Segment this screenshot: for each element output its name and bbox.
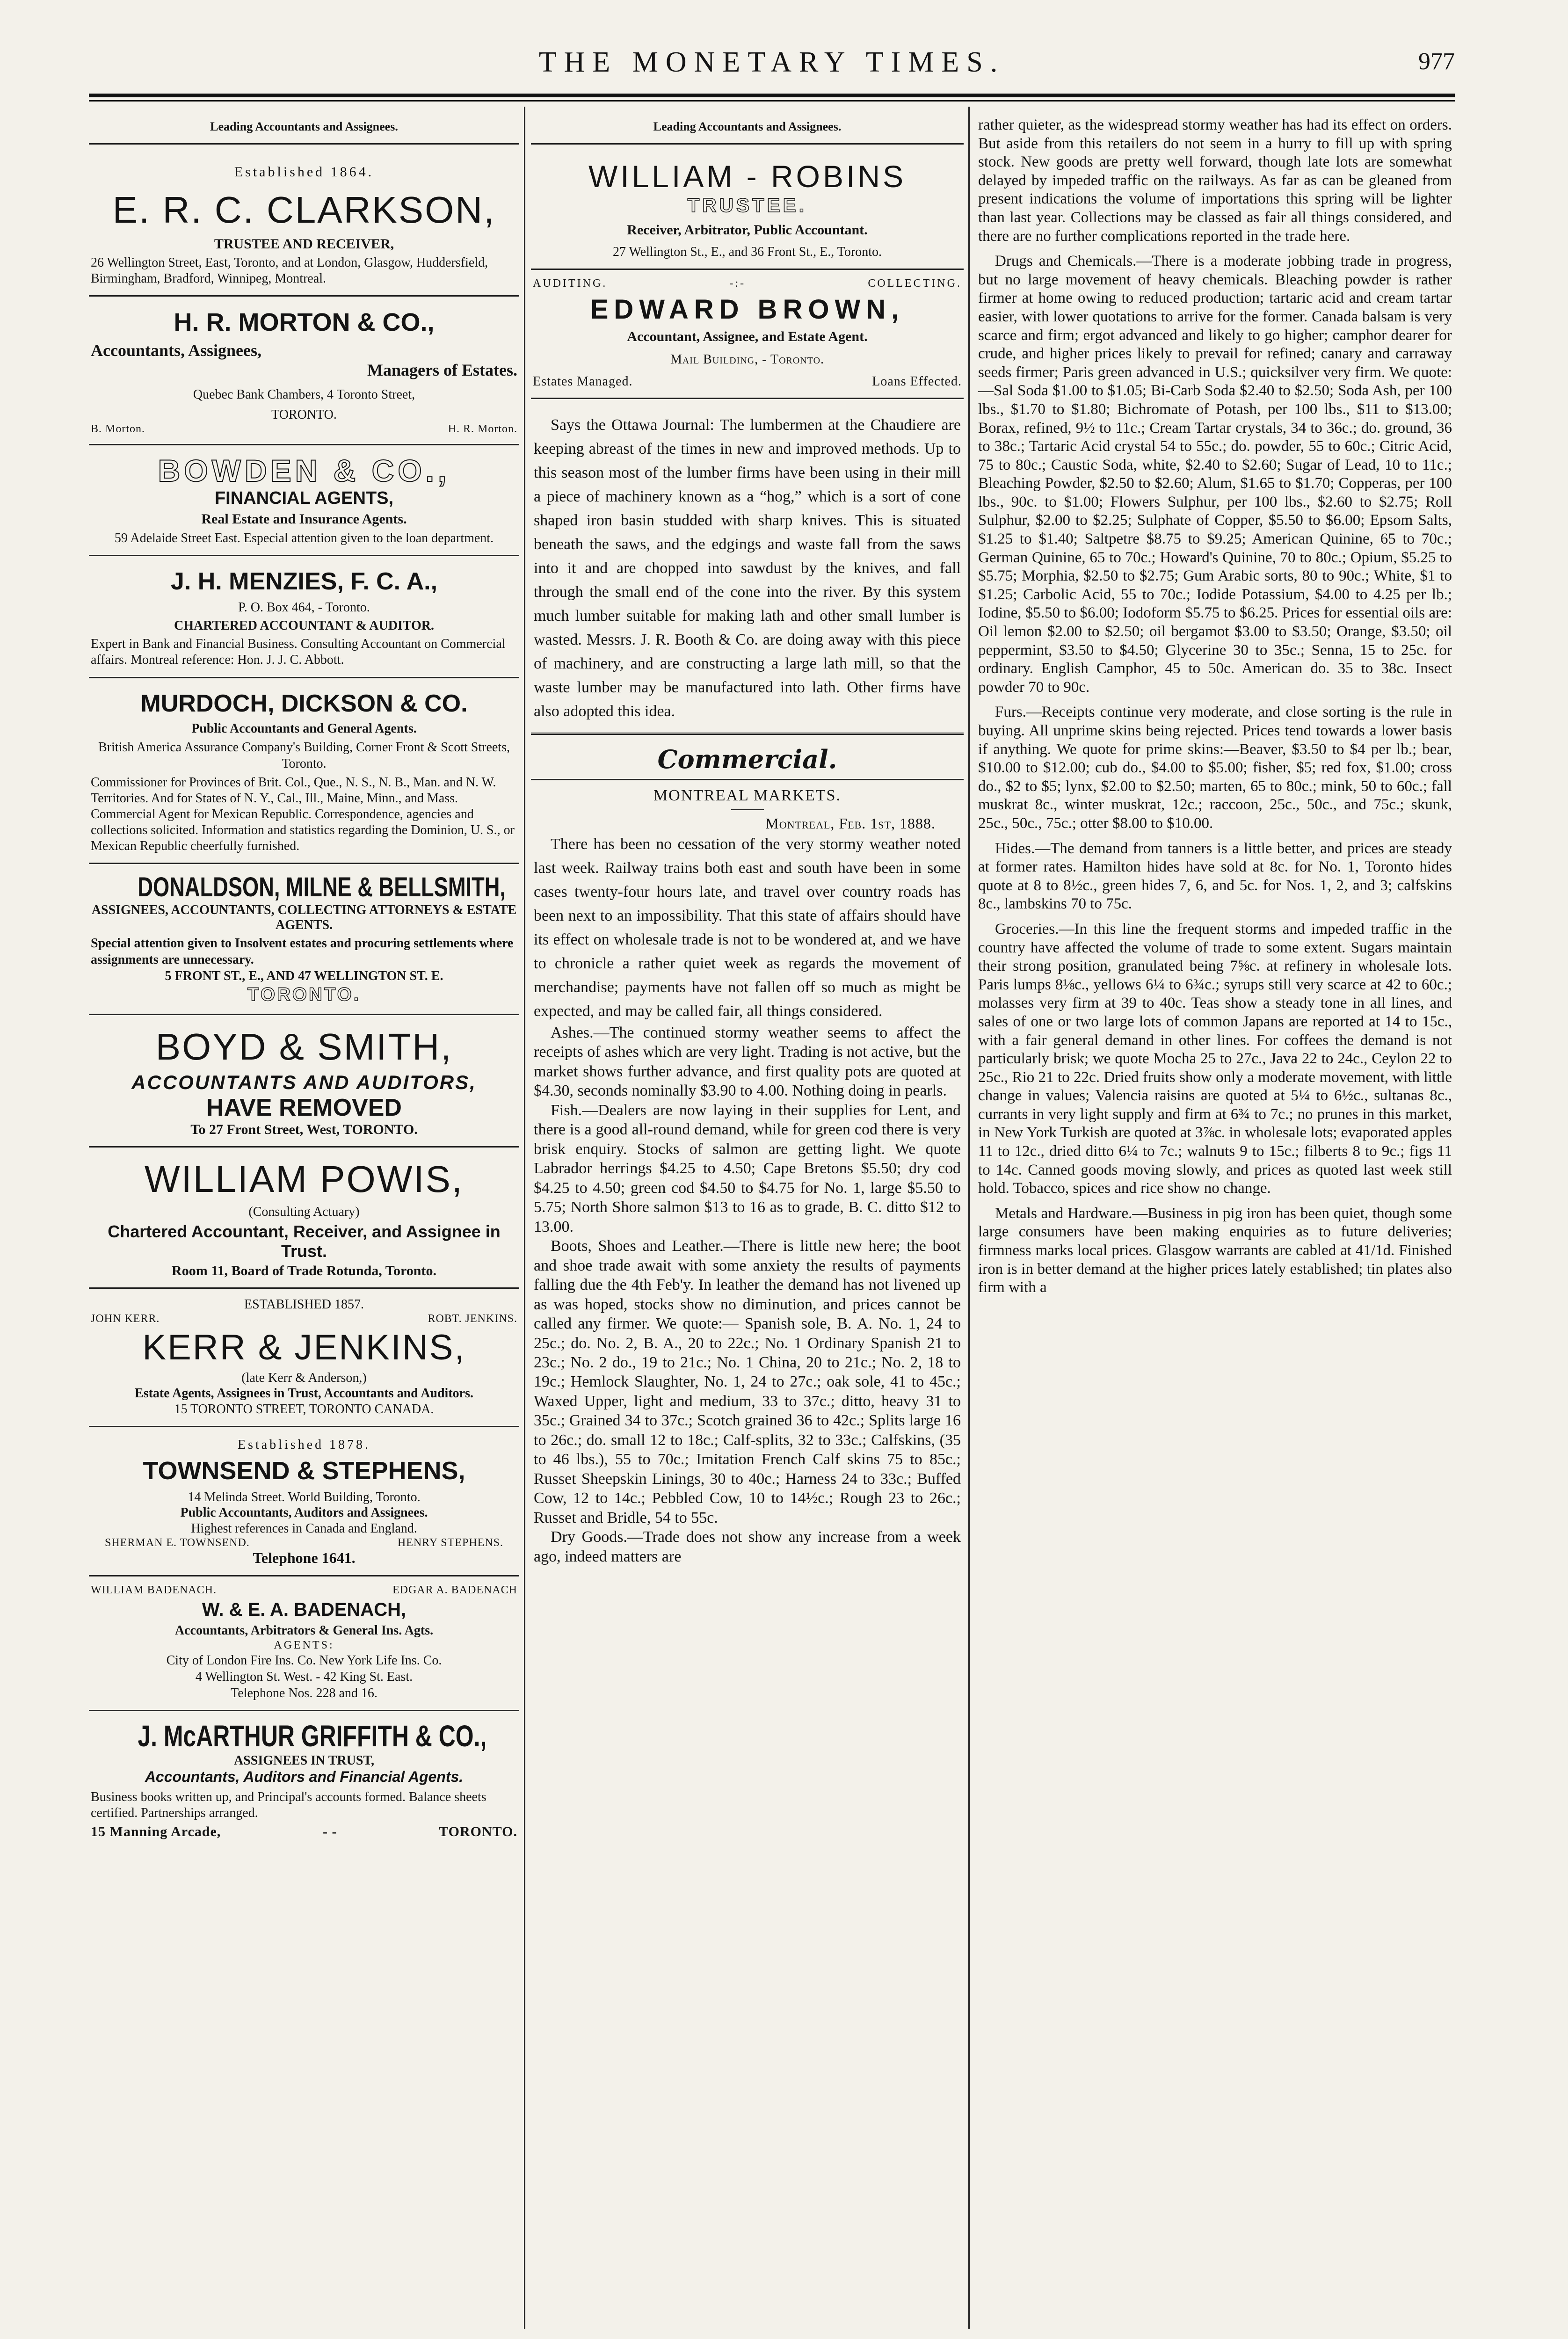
partner-left: B. Morton. xyxy=(91,423,145,436)
advertiser-role: TRUSTEE AND RECEIVER, xyxy=(214,236,394,252)
advertiser-line: HAVE REMOVED xyxy=(206,1094,402,1121)
advertiser-address: 4 Wellington St. West. - 42 King St. East. xyxy=(195,1669,413,1684)
short-rule xyxy=(731,809,764,810)
advertiser-line: Accountants, Arbitrators & General Ins. Agts. xyxy=(174,1623,434,1638)
service-mid: -:- xyxy=(729,277,746,290)
section-heading: Leading Accountants and Assignees. xyxy=(89,107,519,145)
advertiser-address: 15 TORONTO STREET, TORONTO CANADA. xyxy=(174,1402,434,1416)
market-title: MONTREAL MARKETS. xyxy=(653,787,842,804)
partner-names xyxy=(91,1313,517,1325)
advertiser-name: BOWDEN & CO., xyxy=(158,453,450,488)
advertiser-line: Accountant, Assignee, and Estate Agent. xyxy=(627,329,868,344)
services-bottom xyxy=(533,374,962,389)
advertiser-line: Highest references in Canada and England. xyxy=(191,1521,417,1536)
po-box: P. O. Box 464, - Toronto. xyxy=(238,600,370,615)
advertiser-line: (Consulting Actuary) xyxy=(248,1204,360,1219)
header-rule xyxy=(89,94,1455,97)
ottawa-journal-item xyxy=(531,399,964,735)
advertiser-line: ASSIGNEES IN TRUST, xyxy=(233,1753,375,1768)
partner-left: SHERMAN E. TOWNSEND. xyxy=(105,1536,250,1549)
services-line xyxy=(533,277,962,290)
advertiser-address: To 27 Front Street, West, TORONTO. xyxy=(190,1121,418,1137)
advertiser-name: J. McARTHUR GRIFFITH & CO., xyxy=(138,1719,487,1753)
ad-donaldson xyxy=(89,864,519,1015)
partner-left: JOHN KERR. xyxy=(91,1312,160,1325)
advertiser-line: Public Accountants, Auditors and Assignees. xyxy=(180,1505,428,1520)
article-paragraph: There has been no cessation of the very stormy weather noted last week. Railway trains both east and south have been in some cases twenty-four hours late, and travel over country roads has been next to an impossibility. That this state of affairs should have its effect on wholesale trade is not to be wondered at, and we have to chronicle a rather quiet week as regards the movement of merchandise; payments have not fallen off so much as might be expected, and may be called fair, all things considered. xyxy=(534,835,961,1020)
service-left: AUDITING. xyxy=(533,277,608,290)
advertiser-line: ACCOUNTANTS AND AUDITORS, xyxy=(131,1071,477,1093)
advertiser-address: 26 Wellington Street, East, Toronto, and at London, Glasgow, Huddersfield, Birmingham, Bradford, Winnipeg, Montreal. xyxy=(91,255,488,286)
advertiser-line: (late Kerr & Anderson,) xyxy=(241,1370,367,1385)
section-rule xyxy=(531,779,964,780)
advertiser-line: ASSIGNEES, ACCOUNTANTS, COLLECTING ATTORNEYS & ESTATE AGENTS. xyxy=(91,903,517,933)
dry-goods-continued: rather quieter, as the widespread stormy weather has had its effect on orders. But aside from this retailers do not seem in a hurry to fill up with spring stock. New goods are pretty well forward, though late lots are somewhat delayed by impeded traffic on the railways. As far as can be gleaned from present indications the volume of importations this spring will be lighter than last year. Collections may be classed as fair all things considered, and there are no further complications reported in the trade here. xyxy=(978,116,1452,245)
advertiser-city: TORONTO. xyxy=(271,407,337,422)
address-mid: - - xyxy=(323,1824,337,1840)
address-right: TORONTO. xyxy=(439,1824,517,1840)
advertiser-line: City of London Fire Ins. Co. New York Life Ins. Co. xyxy=(166,1653,442,1668)
advertiser-address: Mail Building, - Toronto. xyxy=(670,352,825,367)
advertiser-address: 59 Adelaide Street East. Especial attention given to the loan department. xyxy=(114,531,494,546)
ad-menzies xyxy=(89,556,519,678)
established-line: Established 1878. xyxy=(237,1437,371,1452)
metals-paragraph: Metals and Hardware.—Business in pig iron has been quiet, though some large consumers have been making enquiries as to future deliveries; firmness marks local prices. Glasgow warrants are cabled at 41/1d. Finished iron is in better demand at the higher prices lately established; tin plates also firm with a xyxy=(978,1205,1452,1296)
service-bottom-right: Loans Effected. xyxy=(872,374,962,389)
advertiser-line: Real Estate and Insurance Agents. xyxy=(201,511,407,527)
advertiser-title: CHARTERED ACCOUNTANT & AUDITOR. xyxy=(174,618,434,633)
service-right: COLLECTING. xyxy=(868,277,962,290)
advertiser-text: Commissioner for Provinces of Brit. Col., Que., N. S., N. B., Man. and N. W. Territories. And for States of N. Y., Cal., Ill., Maine, Minn., and Mass. Commercial Agent for Mexican Republic. Correspondence, agencies and collections solicited. Information and statistics regarding the Dominion, U. S., or Mexican Republic cheerfully furnished. xyxy=(91,775,515,854)
partner-right: ROBT. JENKINS. xyxy=(428,1312,517,1325)
ad-bowden xyxy=(89,445,519,556)
page-number: 977 xyxy=(1418,48,1455,75)
ad-morton xyxy=(89,297,519,445)
market-report-continued xyxy=(975,107,1455,1297)
advertiser-line: FINANCIAL AGENTS, xyxy=(214,488,394,508)
column-middle xyxy=(531,107,964,2329)
service-bottom-left: Estates Managed. xyxy=(533,374,633,389)
telephone: Telephone 1641. xyxy=(253,1549,356,1566)
dry-goods-paragraph: Dry Goods.—Trade does not show any increase from a week ago, indeed matters are xyxy=(534,1528,961,1565)
advertiser-name: TOWNSEND & STEPHENS, xyxy=(143,1456,465,1485)
commercial-heading: Commercial. xyxy=(657,744,837,774)
advertiser-address: 27 Wellington St., E., and 36 Front St., E., Toronto. xyxy=(613,245,882,259)
established-line: ESTABLISHED 1857. xyxy=(244,1297,364,1312)
advertiser-line: Accountants, Auditors and Financial Agents. xyxy=(145,1768,464,1785)
partner-right: EDGAR A. BADENACH xyxy=(392,1584,517,1596)
advertiser-line: Managers of Estates. xyxy=(367,361,517,380)
advertiser-name: W. & E. A. BADENACH, xyxy=(202,1599,407,1620)
established-line: Established 1864. xyxy=(234,164,374,180)
partner-right: H. R. Morton. xyxy=(448,423,517,436)
advertiser-text: Expert in Bank and Financial Business. Consulting Accountant on Commercial affairs. Montreal reference: Hon. J. J. C. Abbott. xyxy=(91,637,506,668)
boots-paragraph: Boots, Shoes and Leather.—There is little new here; the boot and shoe trade await with some anxiety the results of payments falling due the 4th Feb'y. In leather the demand has not livened up as was hoped, stocks show no diminution, and prices cannot be called any firmer. We quote:— Spanish sole, B. A. No. 1, 24 to 25c.; do. No. 2, B. A., 20 to 22c.; No. 1 Ordinary Spanish 21 to 23c.; No. 2 do., 19 to 21c.; No. 1 China, 20 to 21c.; No. 2, 18 to 19c.; Hemlock Slaughter, No. 1, 24 to 27c.; oak sole, 41 to 45c.; Waxed Upper, light and medium, 33 to 37c.; ditto, heavy 31 to 35c.; Grained 34 to 37c.; Scotch grained 36 to 42c.; Splits large 16 to 26c.; do. small 12 to 18c.; Calf-splits, 32 to 33c.; Calfskins, (35 to 46 lbs.), 55 to 70c.; Imitation French Calf skins 75 to 85c.; Russet Sheepskin Linings, 30 to 40c.; Harness 24 to 33c.; Buffed Cow, 12 to 14c.; Pebbled Cow, 10 to 14½c.; Rough 23 to 26c.; Russet and Bridle, 54 to 55c. xyxy=(534,1237,961,1526)
section-heading: Leading Accountants and Assignees. xyxy=(531,107,964,145)
column-advertisements-left xyxy=(89,107,519,2329)
advertiser-line: Chartered Accountant, Receiver, and Assignee in Trust. xyxy=(108,1221,501,1261)
advertiser-name: DONALDSON, MILNE & BELLSMITH, xyxy=(138,872,506,903)
advertiser-name: WILLIAM POWIS, xyxy=(144,1158,464,1200)
ad-kerr-jenkins xyxy=(89,1289,519,1427)
advertiser-address: 5 FRONT ST., E., AND 47 WELLINGTON ST. E. xyxy=(165,968,443,983)
ad-edward-brown xyxy=(531,270,964,399)
partner-names xyxy=(91,1537,517,1549)
advertiser-name: H. R. MORTON & CO., xyxy=(174,308,435,337)
furs-paragraph: Furs.—Receipts continue very moderate, and close sorting is the rule in buying. All unprime skins being rejected. Prices tend towards a lower basis if anything. We quote for prime skins:—Beaver, $3.50 to $4 per lb.; bear, $10.00 to $12.00; cub do., $4.00 to $5.00; fisher, $5; red fox, $1.00; cross do., $2 to $5; lynx, $2.00 to $2.50; marten, 65 to 80c.; mink, 50 to 60c.; fall muskrat 8c., winter muskrat, 12c.; raccoon, 25c., 50c., and 75c.; skunk, 25c., 50c., 75c.; otter $8.00 to $10.00. xyxy=(978,704,1452,832)
partner-left: WILLIAM BADENACH. xyxy=(91,1584,217,1596)
hides-paragraph: Hides.—The demand from tanners is a little better, and prices are steady at former rates. Hamilton hides have sold at 8c. for No. 1, Toronto hides quote at 8 to 8½c., green hides 7, 6, and 5c. for Nos. 1, 2, and 3; calfskins 8c., lambskins 70 to 75c. xyxy=(978,840,1452,913)
telephone: Telephone Nos. 228 and 16. xyxy=(231,1685,377,1700)
column-divider xyxy=(968,107,970,2329)
dateline: Montreal, Feb. 1st, 1888. xyxy=(765,815,936,832)
advertiser-address: British America Assurance Company's Building, Corner Front & Scott Streets, Toronto. xyxy=(98,740,510,771)
ad-boyd-smith xyxy=(89,1015,519,1148)
groceries-paragraph: Groceries.—In this line the frequent storms and impeded traffic in the country have affected the volume of trade to some extent. Sugars maintain their strong position, granulated being 7⅝c. at refinery in wholesale lots. Paris lumps 8⅛c., yellows 6¼ to 6¾c.; syrups still very scarce at 42 to 60c.; molasses very firm at 39 to 40c. Teas show a steady tone in all lines, and sales of one or two large lots of common Japans are reported at 14 to 15c., with a fair general demand in other lines. For coffees the demand is not particularly brisk; we quote Mocha 25 to 27c., Java 22 to 24c., Ceylon 22 to 25c., Rio 21 to 22c. Dried fruits show only a moderate movement, with little change in values; Valencia raisins are quoted at 5¼ to 6½c., sultanas 8c., currants in very light supply and firm at 6¾ to 7c.; no prunes in this market, in New York Turkish are quoted at 3⅞c. in wholesale lots; evaporated apples 11 to 12c., dried ditto 6¼ to 7c.; walnuts 9 to 15c.; filberts 8 to 9c.; figs 11 to 14c. Canned goods moving slowly, and prices as quoted last week still hold. Tobacco, spices and rice show no change. xyxy=(978,920,1452,1197)
advertiser-line: Public Accountants and General Agents. xyxy=(191,721,417,736)
ad-clarkson xyxy=(89,145,519,297)
advertiser-line: Estate Agents, Assignees in Trust, Accountants and Auditors. xyxy=(135,1386,473,1401)
advertiser-city: TORONTO. xyxy=(247,984,361,1005)
advertiser-text: Business books written up, and Principal's accounts formed. Balance sheets certified. Partnerships arranged. xyxy=(91,1789,486,1820)
advertiser-address: 14 Melinda Street. World Building, Toronto. xyxy=(188,1489,421,1504)
drugs-paragraph: Drugs and Chemicals.—There is a moderate jobbing trade in progress, but no large movement of heavy chemicals. Bleaching powder is rather firmer at home owing to reduced production; tartaric acid and cream tartar easier, with lower quotations to arrive for the former. Canada balsam is very scarce and firm; ergot advanced and likely to go higher; camphor dearer for crude, and higher prices likely to prevail for refined; canary and carraway seeds firmer; Paris green advanced in U.S.; quicksilver very firm. We quote:—Sal Soda $1.00 to $1.05; Bi-Carb Soda $2.40 to $2.50; Soda Ash, per 100 lbs., $1.70 to $1.80; Bichromate of Potash, per 100 lbs., $11 to $13.00; Borax, refined, 9½ to 11c.; Cream Tartar crystals, 34 to 36c.; do. ground, 36 to 38c.; Tartaric Acid crystal 54 to 55c.; do. powder, 55 to 60c.; Citric Acid, 75 to 80c.; Caustic Soda, white, $2.40 to $2.60; Sugar of Lead, 10 to 11c.; Bleaching Powder, $2.50 to $2.60; Alum, $1.65 to $1.70; Copperas, per 100 lbs., 90c. to $1.00; Flowers Sulphur, per 100 lbs., $2.60 to $2.75; Roll Sulphur, $2.00 to $2.25; Sulphate of Copper, $5.50 to $6.00; Epsom Salts, $1.25 to $1.40; Saltpetre $8.75 to $9.25; American Quinine, 65 to 70c.; German Quinine, 65 to 70c.; Howard's Quinine, 70 to 80c.; Opium, $5.25 to $5.75; Morphia, $2.50 to $2.75; Gum Arabic sorts, 80 to 90c.; White, $1 to $1.25; Carbolic Acid, 55 to 70c.; Iodide Potassium, $4.00 to 4.25 per lb.; Iodine, $5.50 to $6.00; Iodoform $5.75 to $6.25. Prices for essential oils are: Oil lemon $2.00 to $2.50; oil bergamot $3.00 to $3.50; Orange, $3.50; oil peppermint, $3.50 to $4.50; Glycerine 30 to 35c.; Senna, 15 to 25c. for ordinary. English Camphor, 45 to 50c. American do. 35 to 38c. Insect powder 70 to 90c. xyxy=(978,253,1452,696)
advertiser-line: Receiver, Arbitrator, Public Accountant. xyxy=(627,222,868,238)
ad-powis xyxy=(89,1148,519,1289)
page-header xyxy=(89,37,1455,89)
advertiser-address: Quebec Bank Chambers, 4 Toronto Street, xyxy=(193,387,415,402)
advertiser-title: TRUSTEE. xyxy=(687,194,807,216)
ad-townsend-stephens xyxy=(89,1427,519,1576)
column-divider xyxy=(524,107,525,2329)
header-rule-thin xyxy=(89,100,1455,102)
article-paragraph: Says the Ottawa Journal: The lumbermen at the Chaudiere are keeping abreast of the times in new and improved methods. Up to this season most of the lumber firms have been using in their mill a piece of machinery known as a “hog,” which is a sort of cone shaped iron basin studded with sharp knives. This is situated beneath the saws, and the edgings and waste fall from the saws into it and are chopped into sawdust by the knives, and fall through the small end of the cone into the river. By this system much lumber suitable for making lath and other small lumber is wasted. Messrs. J. R. Booth & Co. are doing away with this piece of machinery, and are constructing a large lath mill, so that the waste lumber may be manufactured into lath. Other firms have also adopted this idea. xyxy=(534,416,961,720)
advertiser-name: E. R. C. CLARKSON, xyxy=(112,189,496,231)
ad-murdoch xyxy=(89,678,519,864)
advertiser-name: BOYD & SMITH, xyxy=(155,1025,453,1068)
advertiser-line: Accountants, Assignees, xyxy=(91,341,262,360)
advertiser-line: AGENTS: xyxy=(274,1639,334,1651)
partner-names xyxy=(91,423,517,436)
partner-names xyxy=(91,1584,517,1597)
publication-title: THE MONETARY TIMES. xyxy=(538,46,1005,78)
column-right xyxy=(975,107,1455,2329)
ad-robins xyxy=(531,145,964,270)
ad-griffith xyxy=(89,1711,519,1848)
advertiser-name: J. H. MENZIES, F. C. A., xyxy=(170,568,438,596)
advertiser-name: KERR & JENKINS, xyxy=(142,1327,466,1367)
advertiser-name: WILLIAM - ROBINS xyxy=(588,159,907,194)
market-report xyxy=(531,832,964,1566)
ashes-paragraph: Ashes.—The continued stormy weather seems to affect the receipts of ashes which are very light. Trading is not active, but the market shows further advance, and first quality pots are quoted at $4.30, seconds nominally $3.90 to 4.00. Nothing doing in pearls. xyxy=(534,1024,961,1100)
address-left: 15 Manning Arcade, xyxy=(91,1824,221,1840)
ad-badenach xyxy=(89,1576,519,1711)
partner-right: HENRY STEPHENS. xyxy=(397,1536,503,1549)
fish-paragraph: Fish.—Dealers are now laying in their supplies for Lent, and there is a good all-round demand, while for green cod there is very brisk enquiry. Stocks of salmon are getting light. We quote Labrador herrings $4.25 to 4.50; Cape Bretons $5.50; dry cod $4.25 to 4.50; green cod $4.50 to $4.75 for No. 1, large $5.50 to 5.75; North Shore salmon $13 to 16 as to grade, B. C. ditto $12 to 13.00. xyxy=(534,1101,961,1235)
advertiser-name: MURDOCH, DICKSON & CO. xyxy=(140,690,468,717)
advertiser-name: EDWARD BROWN, xyxy=(590,294,905,325)
advertiser-address: Room 11, Board of Trade Rotunda, Toronto. xyxy=(172,1263,436,1278)
advertiser-text: Special attention given to Insolvent estates and procuring settlements where assignments are unnecessary. xyxy=(91,936,514,967)
advertiser-address xyxy=(91,1824,517,1840)
